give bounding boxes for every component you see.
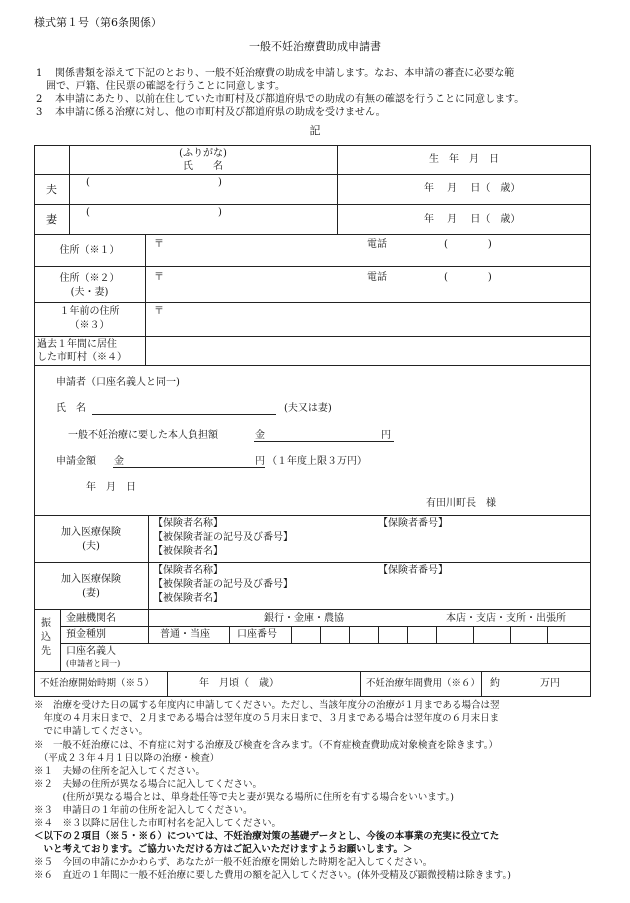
- note-line-13: ※５ 今回の申請にかかわらず、あなたが一般不妊治療を開始した時期を記入してください。: [34, 857, 433, 868]
- note-line-7: ※２ 夫婦の住所が異なる場合に記入してください。: [34, 779, 263, 790]
- wife-card-symbol[interactable]: 【被保険者証の記号及び番号】: [153, 579, 293, 590]
- bank-side-label-1: 振: [41, 618, 51, 629]
- applicant-name-label: 氏 名: [56, 403, 86, 414]
- address-one-year-ago-label: １年前の住所: [59, 306, 120, 317]
- institution-types[interactable]: 銀行・金庫・農協: [264, 613, 344, 624]
- past-residence-note: した市町村（※４）: [37, 352, 127, 363]
- amount-line[interactable]: [113, 467, 265, 468]
- intro-item3: 本申請に係る治療に対し、他の市町村及び都道府県の助成を受けません。: [55, 107, 386, 118]
- note-line-14: ※６ 直近の１年間に一般不妊治療に要した費用の額を記入してください。(体外受精及び顕微授精は除きます。): [34, 870, 511, 881]
- mayor-address: 有田川町長 様: [426, 498, 496, 509]
- note-line-2: 年度の４月末日まで、２月まである場合は翌年度の５月末日まで、３月まである場合は翌年度の６月末日ま: [34, 713, 500, 724]
- address1-phone-label: 電話: [367, 239, 387, 250]
- applicant-name-line[interactable]: [92, 414, 276, 415]
- insurance-wife-label: 加入医療保険: [61, 574, 121, 585]
- address1-phone[interactable]: ( ): [444, 239, 492, 250]
- name-header: 氏 名: [183, 161, 223, 172]
- address3-postal[interactable]: 〒: [154, 306, 164, 317]
- page-title: 一般不妊治療費助成申請書: [249, 40, 381, 53]
- branch-types[interactable]: 本店・支店・支所・出張所: [446, 613, 566, 624]
- insurance-husband-sublabel: (夫): [82, 541, 100, 552]
- account-number-label: 口座番号: [237, 629, 277, 640]
- applicant-heading: 申請者（口座名義人と同一): [56, 377, 180, 388]
- amount-limit-note: （１年度上限３万円）: [267, 456, 367, 467]
- wife-insured-name[interactable]: 【被保険者名】: [153, 593, 223, 604]
- husband-insurer-number[interactable]: 【保険者番号】: [378, 518, 448, 529]
- address2-label: 住所（※２）: [59, 273, 120, 284]
- wife-furigana-open: (: [86, 207, 90, 218]
- deposit-types[interactable]: 普通・当座: [160, 629, 210, 640]
- furigana-label: (ふりがな): [179, 148, 227, 159]
- husband-furigana-open: (: [86, 177, 90, 188]
- husband-insured-name[interactable]: 【被保険者名】: [153, 546, 223, 557]
- insurance-husband-label: 加入医療保険: [61, 527, 121, 538]
- amount-kin: 金: [114, 456, 124, 467]
- amount-label: 申請金額: [56, 456, 96, 467]
- address-one-year-ago-note: （※３）: [69, 320, 110, 331]
- note-line-9: ※３ 申請日の１年前の住所を記入してください。: [34, 805, 253, 816]
- form-number: 様式第１号（第6条関係）: [34, 16, 162, 29]
- intro-item1-number: 1: [36, 68, 43, 79]
- intro-item1-line1: 関係書類を添えて下記のとおり、一般不妊治療費の助成を申請します。なお、本申請の審査に必要な範: [55, 68, 515, 79]
- husband-insurer-name[interactable]: 【保険者名称】: [153, 518, 223, 529]
- bank-side-label-2: 込: [41, 632, 51, 643]
- wife-insurer-name[interactable]: 【保険者名称】: [153, 565, 223, 576]
- birthdate-header: 生 年 月 日: [429, 154, 499, 165]
- note-line-5: （平成２３年４月１日以降の治療・検査）: [34, 753, 220, 764]
- deposit-type-label: 預金種別: [66, 629, 106, 640]
- husband-furigana-close: ): [218, 177, 222, 188]
- annual-cost-approx: 約: [490, 678, 500, 689]
- treatment-start-label: 不妊治療開始時期（※５）: [40, 678, 155, 689]
- treatment-cost-label: 一般不妊治療に要した本人負担額: [68, 430, 218, 441]
- intro-item2: 本申請にあたり、以前在住していた市町村及び都道府県での助成の有無の確認を行うことに同意します。: [55, 94, 525, 105]
- treatment-cost-kin: 金: [255, 430, 265, 441]
- ki-heading: 記: [309, 124, 321, 137]
- institution-label: 金融機関名: [66, 613, 116, 624]
- note-line-8: (住所が異なる場合とは、単身赴任等で夫と妻が異なる場所に住所を有する場合をいいます。): [34, 792, 454, 803]
- insurance-wife-sublabel: (妻): [82, 588, 100, 599]
- husband-card-symbol[interactable]: 【被保険者証の記号及び番号】: [153, 532, 293, 543]
- note-line-3: でに申請してください。: [34, 726, 149, 737]
- treatment-cost-yen: 円: [381, 430, 391, 441]
- account-holder-label: 口座名義人: [66, 646, 116, 657]
- past-residence-label: 過去１年間に居住: [37, 339, 117, 350]
- account-holder-note: (申請者と同一): [66, 659, 121, 668]
- address2-sublabel: (夫・妻): [70, 287, 109, 298]
- annual-cost-label: 不妊治療年間費用（※６）: [366, 678, 481, 689]
- address2-phone-label: 電話: [367, 272, 387, 283]
- bank-side-label-3: 先: [41, 646, 51, 657]
- intro-item1-line2: 囲で、戸籍、住民票の確認を行うことに同意します。: [46, 81, 285, 92]
- application-date[interactable]: 年 月 日: [86, 482, 136, 493]
- address1-label: 住所（※１）: [59, 245, 120, 256]
- note-line-4: ※ 一般不妊治療には、不育症に対する治療及び検査を含みます。（不育症検査費助成対象検査を除きます。）: [34, 740, 498, 751]
- husband-label: 夫: [46, 183, 57, 196]
- note-line-1: ※ 治療を受けた日の属する年度内に申請してください。ただし、当該年度分の治療が１月まである場合は翌: [34, 700, 500, 711]
- wife-insurer-number[interactable]: 【保険者番号】: [378, 565, 448, 576]
- intro-item2-number: 2: [36, 94, 43, 105]
- note-line-6: ※１ 夫婦の住所を記入してください。: [34, 766, 206, 777]
- intro-item3-number: 3: [36, 107, 43, 118]
- note-line-12: いと考えております。ご協力いただける方はご記入いただけますようお願いします。＞: [34, 844, 413, 855]
- wife-label: 妻: [46, 213, 57, 226]
- treatment-start-value[interactable]: 年 月頃（ 歳）: [199, 678, 279, 689]
- address1-postal[interactable]: 〒: [154, 239, 164, 250]
- husband-birthdate[interactable]: 年 月 日（ 歳）: [424, 183, 521, 194]
- note-line-11: ＜以下の２項目（※５・※６）については、不妊治療対策の基礎データとし、今後の本事業の充実に役立てた: [34, 831, 500, 842]
- wife-furigana-close: ): [218, 207, 222, 218]
- wife-birthdate[interactable]: 年 月 日（ 歳）: [424, 214, 521, 225]
- treatment-cost-line[interactable]: [254, 441, 394, 442]
- amount-yen: 円: [255, 456, 265, 467]
- note-line-10: ※４ ※３以降に居住した市町村名を記入してください。: [34, 818, 282, 829]
- address2-phone[interactable]: ( ): [444, 272, 492, 283]
- address2-postal[interactable]: 〒: [154, 272, 164, 283]
- annual-cost-unit[interactable]: 万円: [540, 678, 560, 689]
- applicant-name-suffix: (夫又は妻): [284, 403, 332, 414]
